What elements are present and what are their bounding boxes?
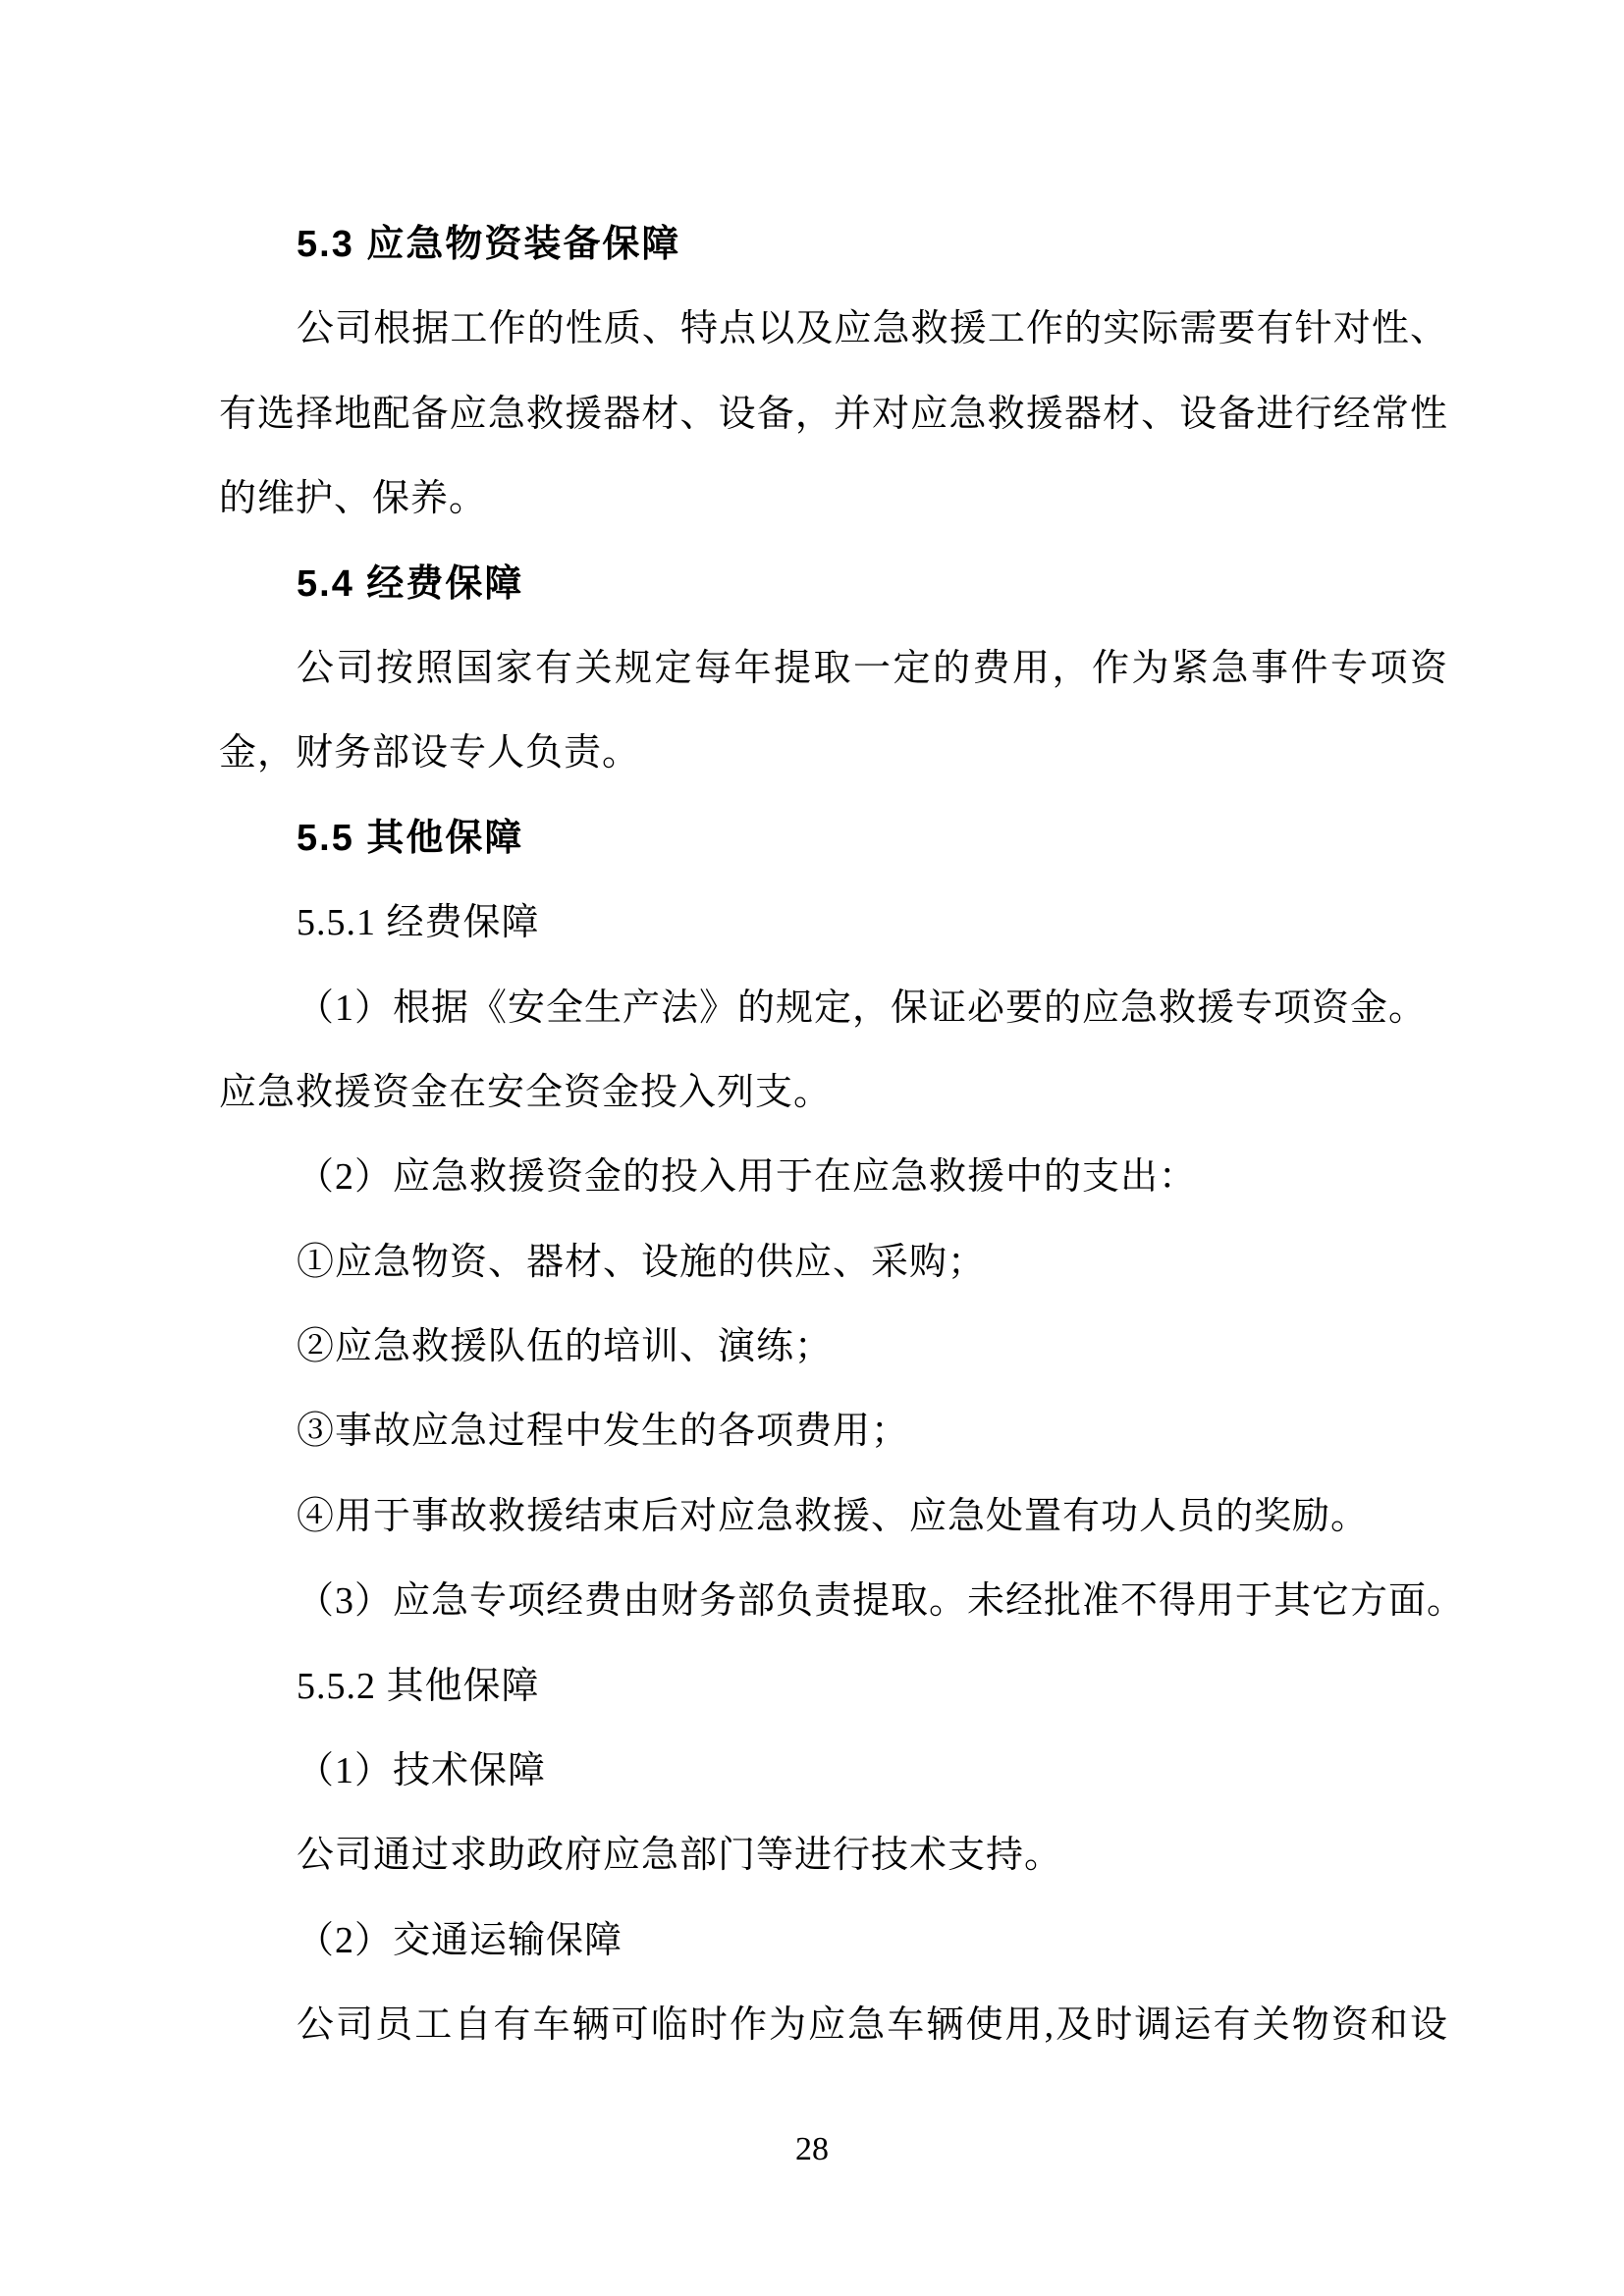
text-line: ②应急救援队伍的培训、演练； — [297, 1326, 834, 1368]
text-line: 应急救援资金在安全资金投入列支。 — [219, 1071, 833, 1113]
text-line: ①应急物资、器材、设施的供应、采购； — [297, 1241, 987, 1283]
text-line: 公司根据工作的性质、特点以及应急救援工作的实际需要有针对性、 — [297, 308, 1448, 350]
text-line: 公司通过求助政府应急部门等进行技术支持。 — [297, 1835, 1063, 1877]
text-line: 5.5.2 其他保障 — [297, 1665, 540, 1707]
section-heading: 5.5 其他保障 — [297, 817, 524, 859]
text-line: 公司员工自有车辆可临时作为应急车辆使用,及时调运有关物资和设 — [297, 2004, 1448, 2047]
text-line: 的维护、保养。 — [219, 478, 488, 520]
section-heading: 5.3 应急物资装备保障 — [297, 224, 681, 265]
text-line: ④用于事故救援结束后对应急救援、应急处置有功人员的奖励。 — [297, 1495, 1370, 1537]
text-line: 金，财务部设专人负责。 — [219, 732, 641, 774]
section-heading: 5.4 经费保障 — [297, 562, 524, 605]
text-line: （1）根据《安全生产法》的规定，保证必要的应急救援专项资金。 — [297, 987, 1428, 1029]
document-body — [219, 202, 1466, 2068]
text-line: 5.5.1 经费保障 — [297, 902, 540, 944]
page-number: 28 — [795, 2131, 829, 2167]
text-line: 有选择地配备应急救援器材、设备，并对应急救援器材、设备进行经常性 — [219, 393, 1448, 435]
text-line: （3）应急专项经费由财务部负责提取。未经批准不得用于其它方面。 — [297, 1580, 1466, 1623]
text-line: ③事故应急过程中发生的各项费用； — [297, 1411, 910, 1453]
text-line: （2）应急救援资金的投入用于在应急救援中的支出： — [297, 1156, 1198, 1199]
text-line: （2）交通运输保障 — [297, 1919, 623, 1961]
text-line: （1）技术保障 — [297, 1750, 547, 1792]
text-line: 公司按照国家有关规定每年提取一定的费用，作为紧急事件专项资 — [297, 647, 1448, 689]
